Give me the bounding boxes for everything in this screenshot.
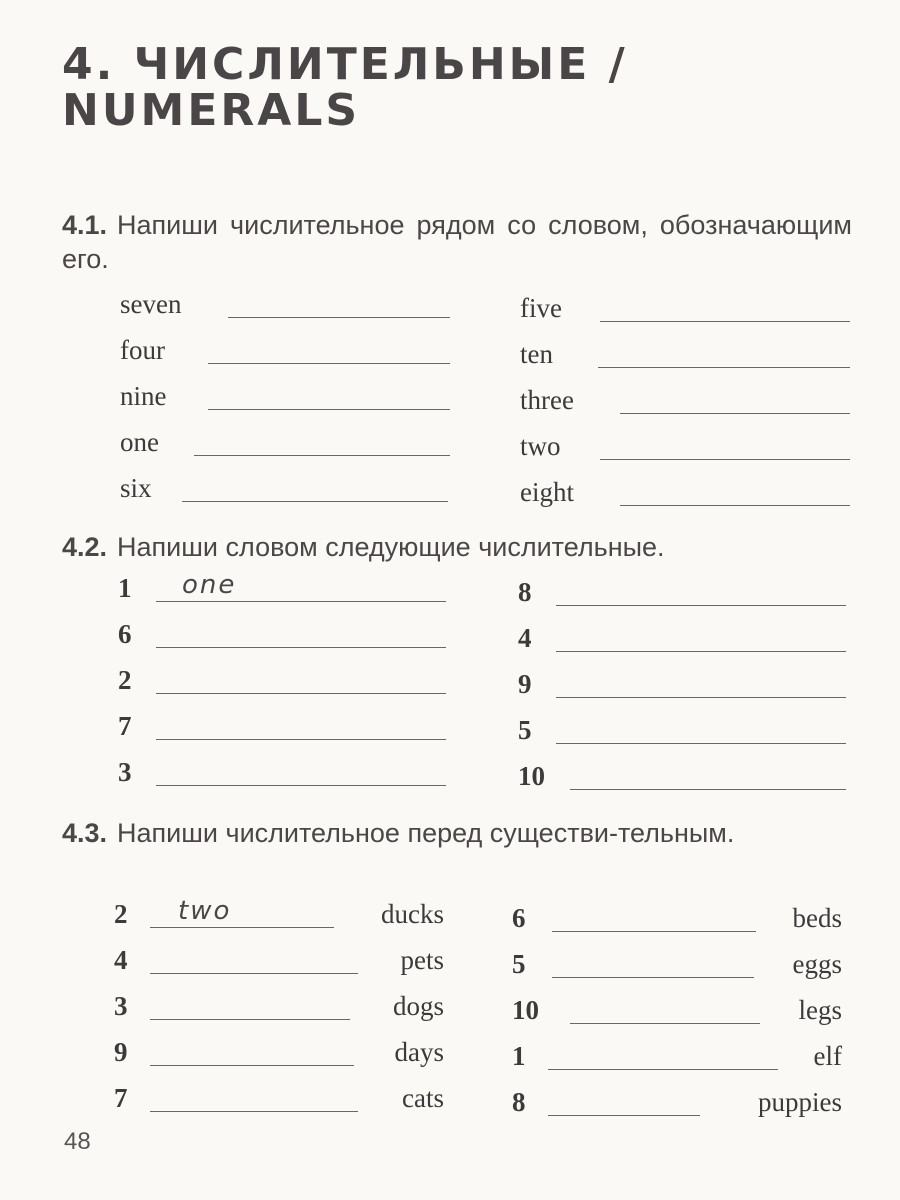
numeral: 1 bbox=[512, 1041, 526, 1071]
list-item bbox=[518, 572, 848, 612]
answer-blank[interactable] bbox=[548, 1115, 700, 1116]
answer-blank[interactable] bbox=[208, 363, 450, 364]
numeral: 9 bbox=[114, 1037, 128, 1067]
answer-blank[interactable] bbox=[620, 505, 850, 506]
numeral: 2 bbox=[118, 665, 132, 695]
instruction-text: Напиши числительное рядом со словом, обозначающим его. bbox=[62, 210, 852, 274]
answer-blank[interactable] bbox=[598, 367, 850, 368]
answer-blank[interactable] bbox=[600, 321, 850, 322]
page-title bbox=[62, 39, 628, 136]
answer-blank[interactable] bbox=[556, 743, 846, 744]
number-word: ten bbox=[520, 339, 553, 369]
exercise-number: 4.1. bbox=[62, 210, 108, 240]
numeral: 7 bbox=[118, 711, 132, 741]
title-line-1: 4. ЧИСЛИТЕЛЬНЫЕ / bbox=[62, 39, 628, 90]
noun: days bbox=[394, 1037, 444, 1067]
numeral: 7 bbox=[114, 1083, 128, 1113]
numeral: 4 bbox=[114, 945, 128, 975]
numeral: 2 bbox=[114, 899, 128, 929]
list-item bbox=[118, 706, 448, 746]
list-item bbox=[520, 426, 850, 466]
numeral: 1 bbox=[118, 573, 132, 603]
answer-blank[interactable] bbox=[150, 973, 358, 974]
number-word: six bbox=[120, 473, 152, 503]
handwritten-answer: one bbox=[182, 570, 237, 600]
list-item bbox=[512, 898, 842, 938]
answer-blank[interactable] bbox=[156, 739, 446, 740]
answer-blank[interactable] bbox=[556, 605, 846, 606]
instruction-text: Напиши числительное перед существи-тельным. bbox=[117, 818, 735, 848]
list-item bbox=[518, 664, 848, 704]
answer-blank[interactable] bbox=[570, 789, 846, 790]
answer-blank[interactable] bbox=[208, 409, 450, 410]
noun: dogs bbox=[392, 991, 444, 1021]
answer-blank[interactable] bbox=[150, 1065, 354, 1066]
number-word: nine bbox=[120, 381, 167, 411]
numeral: 5 bbox=[512, 949, 526, 979]
list-item bbox=[518, 756, 848, 796]
noun: eggs bbox=[792, 949, 842, 979]
exercise-4-3-instruction bbox=[62, 816, 852, 850]
answer-blank[interactable] bbox=[156, 693, 446, 694]
answer-blank[interactable] bbox=[600, 459, 850, 460]
numeral: 3 bbox=[114, 991, 128, 1021]
answer-blank[interactable] bbox=[194, 455, 450, 456]
list-item bbox=[120, 284, 450, 324]
number-word: two bbox=[520, 431, 561, 461]
number-word: four bbox=[120, 335, 165, 365]
answer-blank[interactable] bbox=[156, 601, 446, 602]
list-item bbox=[118, 660, 448, 700]
noun: puppies bbox=[758, 1087, 842, 1117]
instruction-text: Напиши словом следующие числительные. bbox=[117, 532, 665, 562]
numeral: 10 bbox=[518, 761, 545, 791]
list-item bbox=[518, 618, 848, 658]
answer-blank[interactable] bbox=[620, 413, 850, 414]
list-item bbox=[520, 334, 850, 374]
list-item bbox=[120, 422, 450, 462]
exercise-number: 4.2. bbox=[62, 532, 108, 562]
numeral: 3 bbox=[118, 757, 132, 787]
number-word: one bbox=[120, 427, 159, 457]
list-item bbox=[114, 1078, 444, 1118]
answer-blank[interactable] bbox=[556, 651, 846, 652]
answer-blank[interactable] bbox=[552, 931, 756, 932]
answer-blank[interactable] bbox=[150, 927, 334, 928]
list-item bbox=[512, 1082, 842, 1122]
number-word: five bbox=[520, 293, 562, 323]
list-item bbox=[512, 1036, 842, 1076]
list-item bbox=[520, 380, 850, 420]
answer-blank[interactable] bbox=[150, 1019, 350, 1020]
list-item bbox=[520, 472, 850, 512]
answer-blank[interactable] bbox=[552, 977, 754, 978]
number-word: three bbox=[520, 385, 574, 415]
list-item bbox=[114, 986, 444, 1026]
list-item bbox=[114, 1032, 444, 1072]
numeral: 10 bbox=[512, 995, 539, 1025]
numeral: 4 bbox=[518, 623, 532, 653]
numeral: 6 bbox=[512, 903, 526, 933]
list-item bbox=[118, 614, 448, 654]
number-word: eight bbox=[520, 477, 574, 507]
handwritten-answer: two bbox=[178, 896, 232, 926]
answer-blank[interactable] bbox=[182, 501, 448, 502]
list-item bbox=[512, 944, 842, 984]
exercise-4-2-instruction bbox=[62, 530, 852, 564]
noun: ducks bbox=[381, 899, 444, 929]
list-item bbox=[114, 940, 444, 980]
noun: beds bbox=[792, 903, 842, 933]
numeral: 5 bbox=[518, 715, 532, 745]
list-item bbox=[512, 990, 842, 1030]
list-item bbox=[118, 752, 448, 792]
numeral: 8 bbox=[518, 577, 532, 607]
exercise-number: 4.3. bbox=[62, 818, 108, 848]
answer-blank[interactable] bbox=[150, 1111, 358, 1112]
list-item bbox=[120, 468, 450, 508]
list-item bbox=[114, 894, 444, 934]
answer-blank[interactable] bbox=[556, 697, 846, 698]
answer-blank[interactable] bbox=[156, 647, 446, 648]
list-item bbox=[120, 376, 450, 416]
numeral: 6 bbox=[118, 619, 132, 649]
number-word: seven bbox=[120, 289, 182, 319]
list-item bbox=[120, 330, 450, 370]
answer-blank[interactable] bbox=[570, 1023, 760, 1024]
exercise-4-1-instruction bbox=[62, 208, 852, 276]
noun: legs bbox=[798, 995, 842, 1025]
answer-blank[interactable] bbox=[228, 317, 450, 318]
list-item bbox=[118, 568, 448, 608]
numeral: 8 bbox=[512, 1087, 526, 1117]
answer-blank[interactable] bbox=[156, 785, 446, 786]
answer-blank[interactable] bbox=[548, 1069, 778, 1070]
page-number: 48 bbox=[64, 1128, 91, 1155]
noun: pets bbox=[400, 945, 444, 975]
title-line-2: NUMERALS bbox=[62, 85, 361, 136]
numeral: 9 bbox=[518, 669, 532, 699]
list-item bbox=[518, 710, 848, 750]
noun: cats bbox=[402, 1083, 444, 1113]
noun: elf bbox=[813, 1041, 842, 1071]
list-item bbox=[520, 288, 850, 328]
